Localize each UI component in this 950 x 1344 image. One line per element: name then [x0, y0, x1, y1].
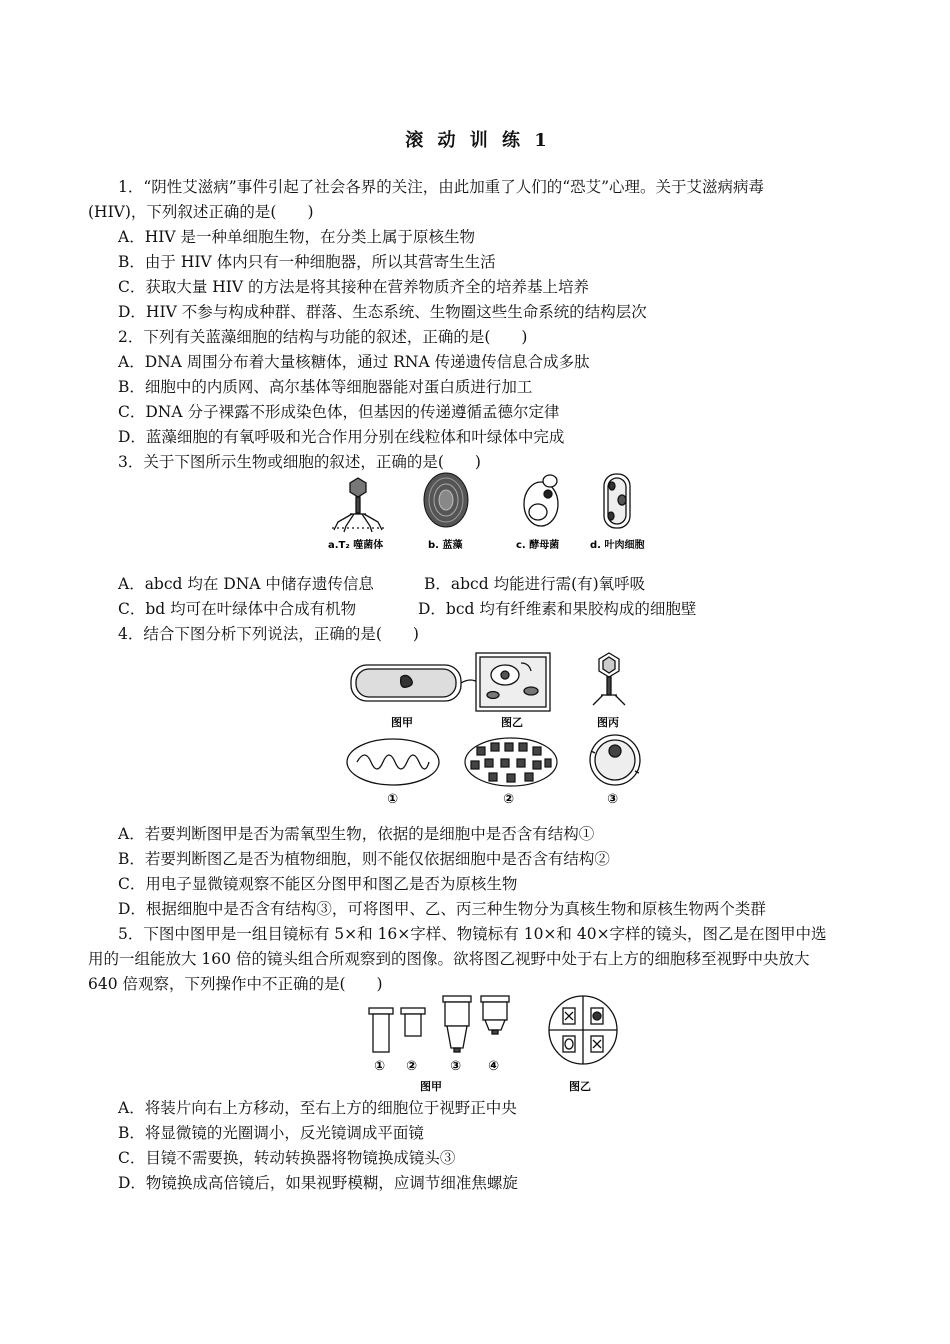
q3-label-d: d. 叶肉细胞: [590, 540, 645, 551]
q1-option-a: A．HIV 是一种单细胞生物，在分类上属于原核生物: [118, 228, 475, 246]
q3-figure: [328, 470, 668, 560]
bacterium-illustration: [351, 665, 495, 701]
nucleus-illustration: [590, 735, 640, 785]
t2-phage-illustration: [332, 478, 384, 532]
q5-option-a: A．将装片向右上方移动，至右上方的细胞位于视野正中央: [118, 1099, 517, 1117]
phage-illustration: [593, 653, 625, 705]
page-title: 滚 动 训 练 1: [405, 130, 551, 151]
q4-option-a: A．若要判断图甲是否为需氧型生物，依据的是细胞中是否含有结构①: [118, 825, 595, 843]
q1-option-d: D．HIV 不参与构成种群、群落、生态系统、生物圈这些生命系统的结构层次: [118, 303, 647, 321]
q5-option-b: B．将显微镜的光圈调小，反光镜调成平面镜: [118, 1124, 424, 1142]
q4-label-3: ③: [607, 792, 619, 807]
q4-label-jia: 图甲: [391, 716, 413, 729]
q2-option-b: B．细胞中的内质网、高尔基体等细胞器能对蛋白质进行加工: [118, 378, 533, 396]
q4-figure: [343, 647, 683, 809]
q3-option-a: A．abcd 均在 DNA 中储存遗传信息: [118, 575, 374, 593]
q4-option-c: C．用电子显微镜观察不能区分图甲和图乙是否为原核生物: [118, 875, 518, 893]
q3-option-b: B．abcd 均能进行需(有)氧呼吸: [424, 575, 646, 593]
q3-option-d: D．bcd 均有纤维素和果胶构成的细胞壁: [418, 600, 697, 618]
q5-option-c: C．目镜不需要换，转动转换器将物镜换成镜头③: [118, 1149, 456, 1167]
q2-option-d: D．蓝藻细胞的有氧呼吸和光合作用分别在线粒体和叶绿体中完成: [118, 428, 565, 446]
mesophyll-cell-illustration: [604, 474, 630, 528]
yeast-illustration: [524, 475, 558, 526]
q5-stem-cont-1: 用的一组能放大 160 倍的镜头组合所观察到的图像。欲将图乙视野中处于右上方的细胞移至视野中央放大: [88, 950, 810, 968]
q4-label-1: ①: [387, 792, 399, 807]
q3-option-c: C．bd 均可在叶绿体中合成有机物: [118, 600, 357, 618]
q4-label-yi: 图乙: [501, 716, 523, 729]
q3-label-c: c. 酵母菌: [516, 540, 560, 551]
chloroplast-illustration: [465, 738, 557, 786]
q5-stem-cont-2: 640 倍观察，下列操作中不正确的是( ): [88, 975, 383, 993]
mitochondrion-illustration: [347, 739, 439, 785]
q5-option-d: D．物镜换成高倍镜后，如果视野模糊，应调节细准焦螺旋: [118, 1174, 518, 1192]
q3-label-a: a.T₂ 噬菌体: [328, 540, 384, 551]
q5-label-jia: 图甲: [420, 1080, 442, 1093]
q5-figure: [363, 994, 633, 1096]
q4-label-2: ②: [503, 792, 515, 807]
q5-label-1: ①: [374, 1059, 386, 1074]
q5-label-3: ③: [450, 1059, 462, 1074]
q4-label-bing: 图丙: [597, 716, 619, 729]
q5-label-4: ④: [488, 1059, 500, 1074]
q5-label-yi: 图乙: [569, 1080, 591, 1093]
q1-option-b: B．由于 HIV 体内只有一种细胞器，所以其营寄生生活: [118, 253, 496, 271]
q4-option-b: B．若要判断图乙是否为植物细胞，则不能仅依据细胞中是否含有结构②: [118, 850, 610, 868]
q3-label-b: b. 蓝藻: [428, 540, 463, 551]
cyanobacteria-illustration: [424, 473, 468, 527]
q3-stem: 3．关于下图所示生物或细胞的叙述，正确的是( ): [118, 453, 481, 471]
q4-stem: 4．结合下图分析下列说法，正确的是( ): [118, 625, 419, 643]
q1-option-c: C．获取大量 HIV 的方法是将其接种在营养物质齐全的培养基上培养: [118, 278, 590, 296]
q1-stem-cont: (HIV)，下列叙述正确的是( ): [88, 203, 314, 221]
field-of-view-illustration: [549, 996, 617, 1064]
q4-option-d: D．根据细胞中是否含有结构③，可将图甲、乙、丙三种生物分为真核生物和原核生物两个类群: [118, 900, 766, 918]
q2-stem: 2．下列有关蓝藻细胞的结构与功能的叙述，正确的是( ): [118, 328, 528, 346]
q2-option-a: A．DNA 周围分布着大量核糖体，通过 RNA 传递遗传信息合成多肽: [118, 353, 590, 371]
q5-stem: 5．下图中图甲是一组目镜标有 5×和 16×字样、物镜标有 10×和 40×字样的镜头，图乙是在图甲中选: [118, 925, 827, 943]
microscope-lenses-illustration: [369, 996, 509, 1052]
q1-stem: 1．“阴性艾滋病”事件引起了社会各界的关注，由此加重了人们的“恐艾”心理。关于艾滋病病毒: [118, 178, 765, 196]
plant-cell-illustration: [476, 653, 550, 711]
q2-option-c: C．DNA 分子裸露不形成染色体，但基因的传递遵循孟德尔定律: [118, 403, 560, 421]
q5-label-2: ②: [406, 1059, 418, 1074]
